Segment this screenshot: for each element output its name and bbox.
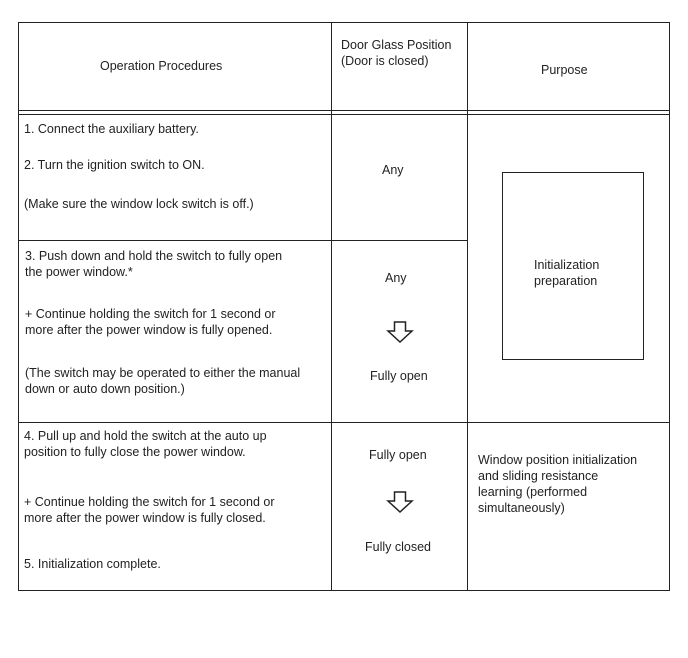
header-door-glass-position: Door Glass Position xyxy=(341,38,452,52)
step-2-text: 2. Turn the ignition switch to ON. xyxy=(24,158,205,172)
position-any-1: Any xyxy=(382,163,404,177)
table-border-left xyxy=(18,22,19,591)
continue-close-line-1: + Continue holding the switch for 1 second or xyxy=(24,495,275,509)
row-divider-1 xyxy=(18,240,468,241)
switch-note-line-2: down or auto down position.) xyxy=(25,382,185,396)
continue-open-line-2: more after the power window is fully opened. xyxy=(25,323,273,337)
header-divider-2 xyxy=(18,114,670,115)
header-divider-1 xyxy=(18,110,670,111)
position-any-2: Any xyxy=(385,271,407,285)
step-3-line-1: 3. Push down and hold the switch to fully open xyxy=(25,249,283,263)
purpose-2-line-1: Window position initialization xyxy=(478,453,638,467)
step-1-text: 1. Connect the auxiliary battery. xyxy=(24,122,199,136)
purpose-2-line-2: and sliding resistance xyxy=(478,469,599,483)
purpose-preparation: preparation xyxy=(534,274,598,288)
lock-switch-note: (Make sure the window lock switch is off.) xyxy=(24,197,254,211)
header-door-closed: (Door is closed) xyxy=(341,54,429,68)
position-fully-open-1: Fully open xyxy=(370,369,428,383)
header-operation-procedures: Operation Procedures xyxy=(100,59,223,73)
continue-close-line-2: more after the power window is fully closed. xyxy=(24,511,266,525)
step-4-line-1: 4. Pull up and hold the switch at the auto up xyxy=(24,429,267,443)
switch-note-line-1: (The switch may be operated to either the manual xyxy=(25,366,301,380)
column-divider-2 xyxy=(467,22,468,591)
row-divider-2 xyxy=(18,422,670,423)
purpose-2-line-4: simultaneously) xyxy=(478,501,565,515)
down-arrow-icon xyxy=(386,321,414,343)
step-3-line-2: the power window.* xyxy=(25,265,133,279)
position-fully-closed: Fully closed xyxy=(365,540,431,554)
position-fully-open-2: Fully open xyxy=(369,448,427,462)
down-arrow-icon xyxy=(386,491,414,513)
table-border-bottom xyxy=(18,590,670,591)
continue-open-line-1: + Continue holding the switch for 1 second or xyxy=(25,307,276,321)
purpose-2-line-3: learning (performed xyxy=(478,485,588,499)
header-purpose: Purpose xyxy=(541,63,588,77)
purpose-initialization: Initialization xyxy=(534,258,600,272)
step-4-line-2: position to fully close the power window. xyxy=(24,445,246,459)
step-5-text: 5. Initialization complete. xyxy=(24,557,161,571)
column-divider-1 xyxy=(331,22,332,591)
table-border-right xyxy=(669,22,670,591)
table-border-top xyxy=(18,22,670,23)
